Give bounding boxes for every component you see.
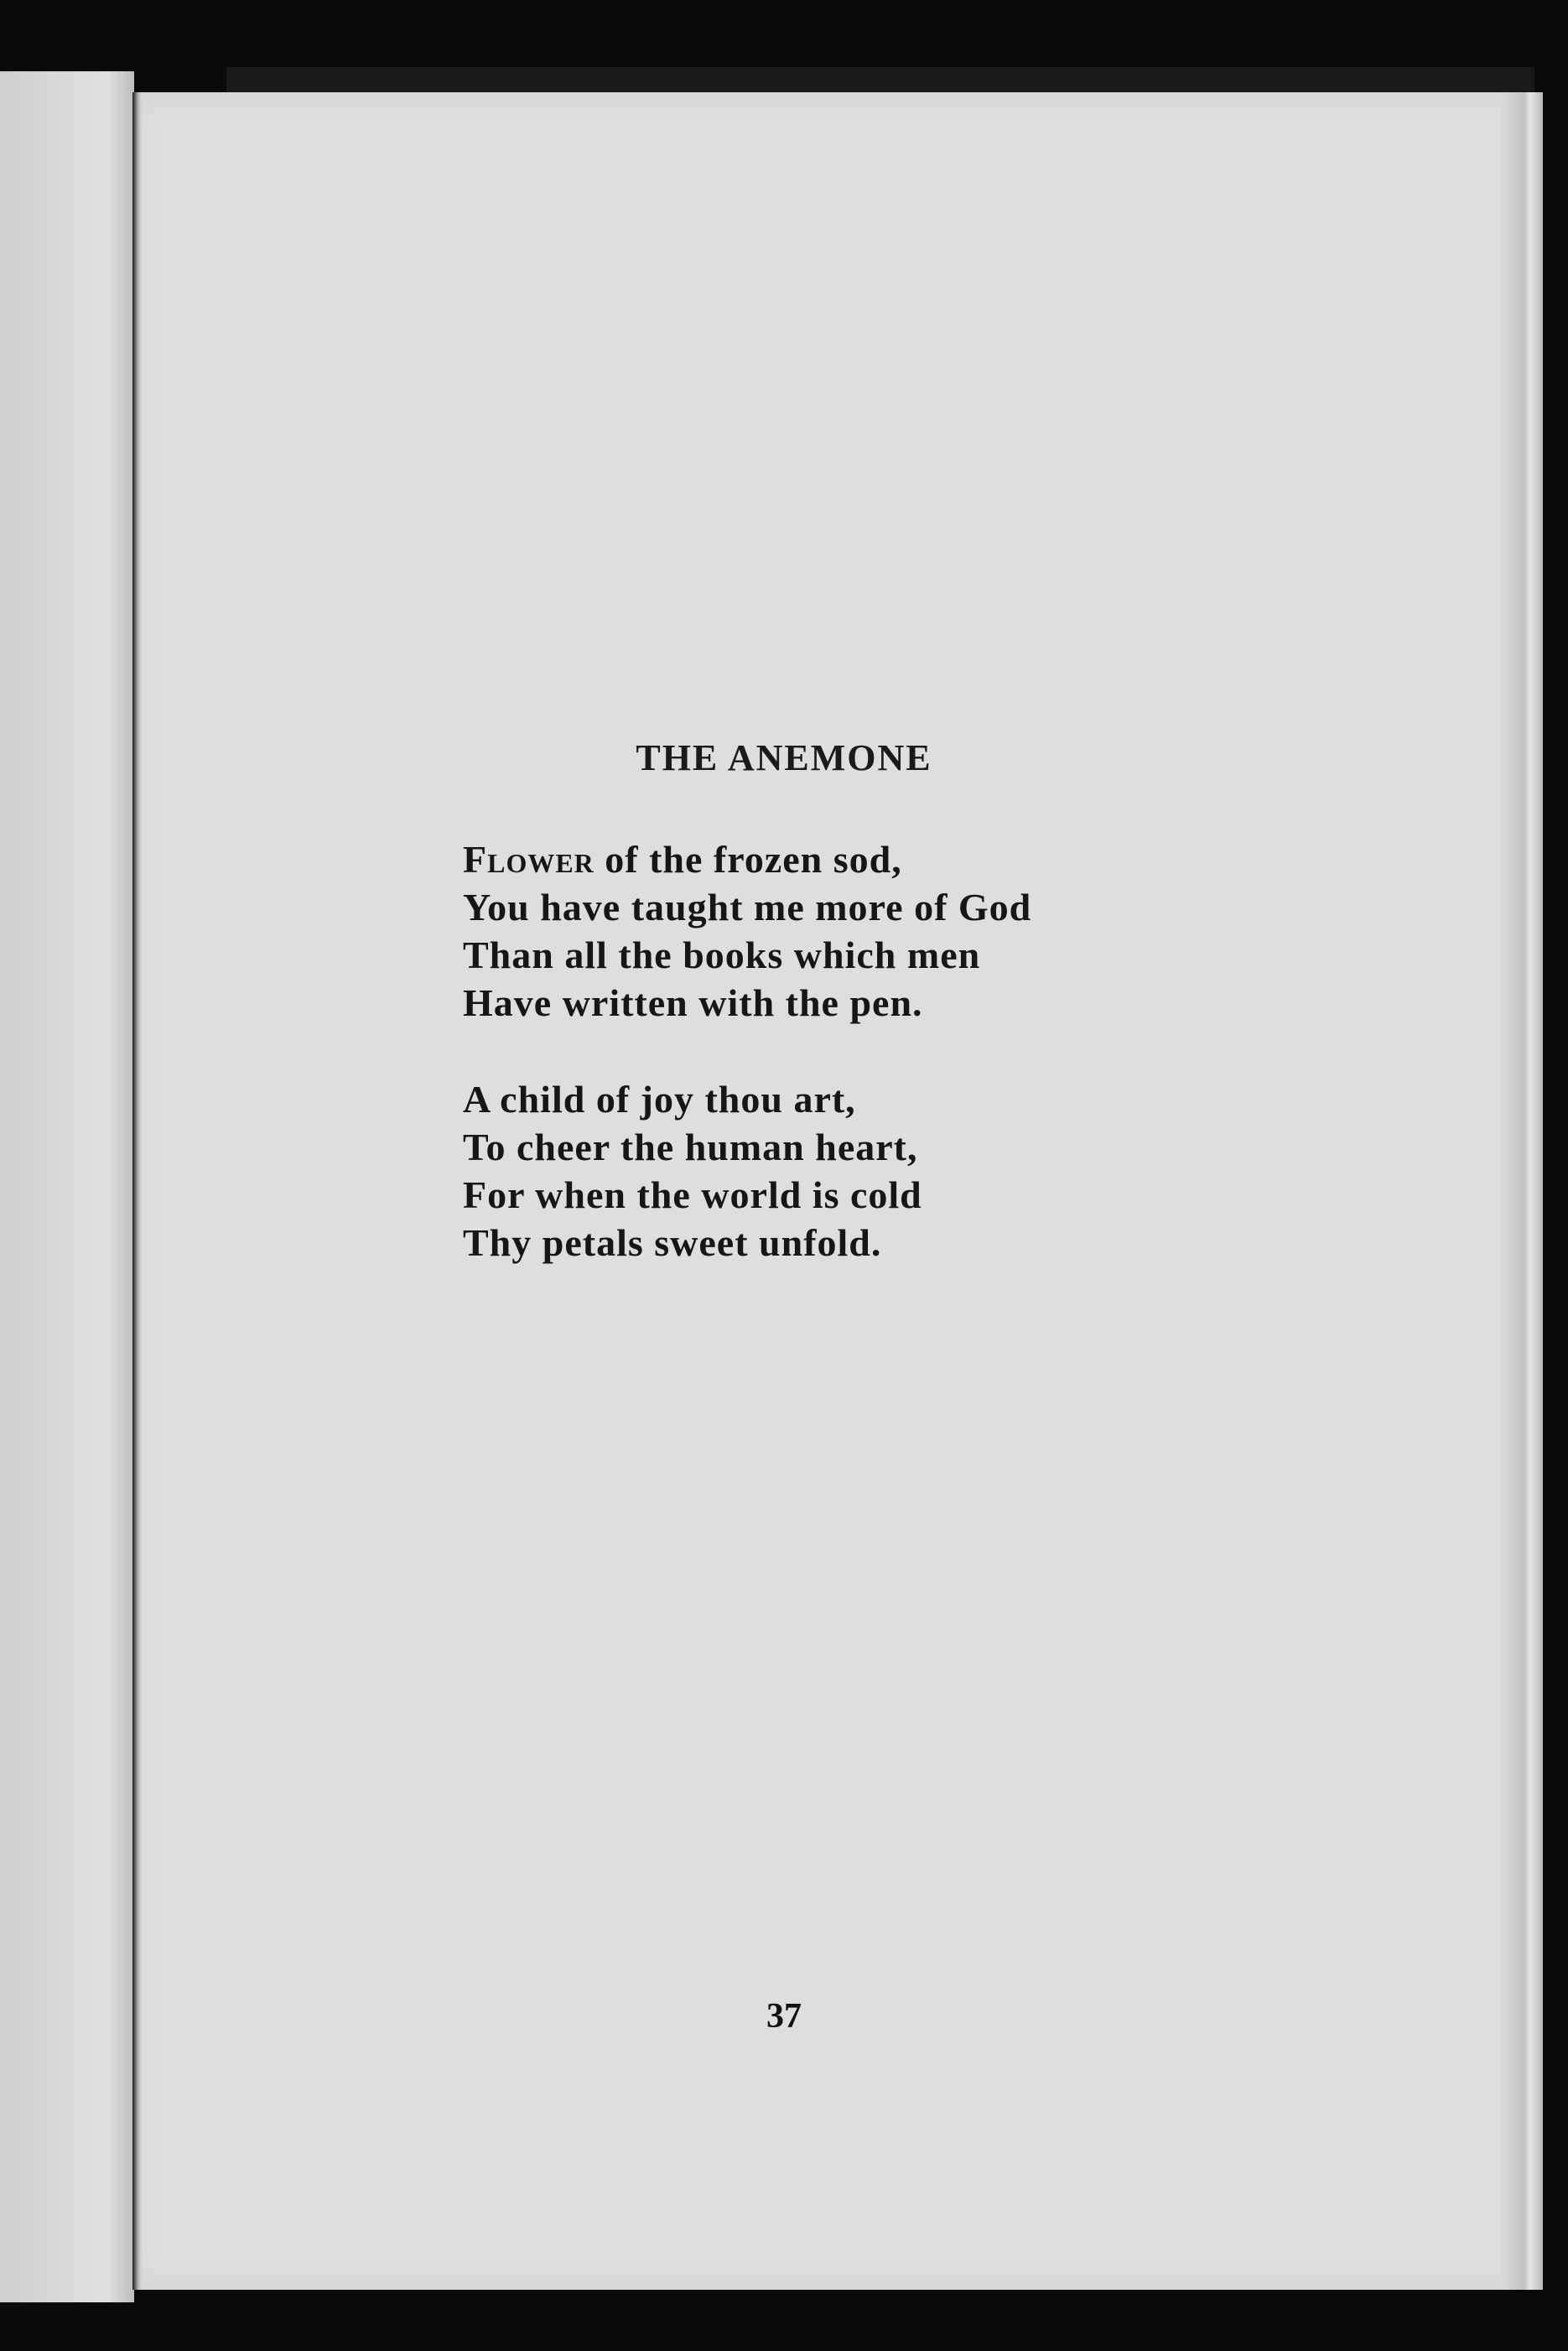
stanza-1-line-3: Than all the books which men xyxy=(463,934,981,976)
line-lead-word: Flower xyxy=(463,838,594,881)
poem-title: THE ANEMONE xyxy=(636,737,932,778)
page-number: 37 xyxy=(766,1997,802,2036)
page-gutter xyxy=(132,92,143,2290)
stanza-1 xyxy=(463,835,1031,1027)
stanza-1-line-2: You have taught me more of God xyxy=(463,886,1032,928)
scan-top-strip xyxy=(226,67,1534,96)
stanza-1-line-4: Have written with the pen. xyxy=(463,981,923,1024)
page-edge-right xyxy=(1501,92,1543,2290)
stanza-2 xyxy=(463,1075,922,1267)
stanza-2-line-4: Thy petals sweet unfold. xyxy=(463,1221,882,1264)
stanza-2-line-1: A child of joy thou art, xyxy=(463,1078,856,1121)
stanza-2-line-3: For when the world is cold xyxy=(463,1173,922,1216)
stanza-2-line-2: To cheer the human heart, xyxy=(463,1126,918,1168)
stanza-1-line-1 xyxy=(463,835,1031,883)
line-text: of the frozen sod, xyxy=(594,838,902,881)
facing-page-edge xyxy=(0,71,134,2302)
